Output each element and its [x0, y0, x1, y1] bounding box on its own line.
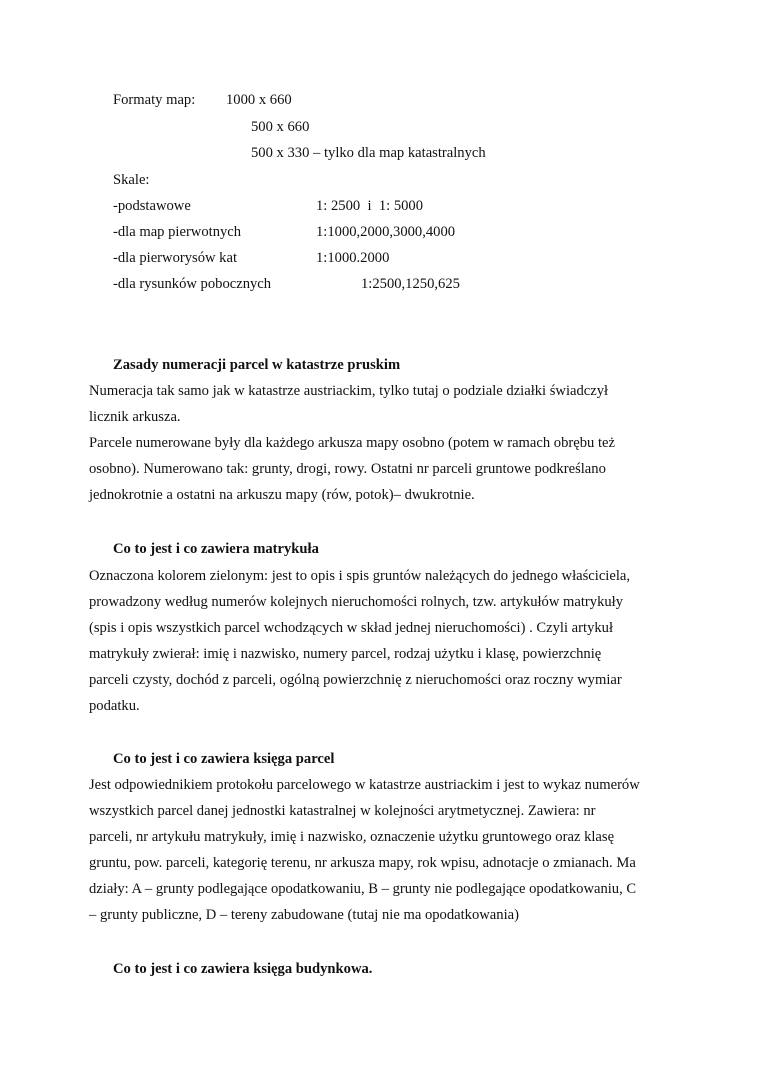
paragraph-line: Numeracja tak samo jak w katastrze austriackim, tylko tutaj o podziale działki świadczył [89, 383, 609, 399]
paragraph-line: licznik arkusza. [89, 409, 181, 425]
paragraph-line: Jest odpowiednikiem protokołu parcelowego w katastrze austriackim i jest to wykaz numerów [89, 777, 640, 793]
paragraph-line: parceli, nr artykułu matrykuły, imię i nazwisko, oznaczenie użytku gruntowego oraz klasę [89, 829, 615, 845]
paragraph-line: wszystkich parcel danej jednostki katastralnej w kolejności arytmetycznej. Zawiera: nr [89, 803, 596, 819]
scale-value: 1:1000.2000 [316, 250, 390, 266]
section-heading: Co to jest i co zawiera księga budynkowa. [113, 961, 373, 977]
paragraph-line: jednokrotnie a ostatni na arkuszu mapy (rów, potok)– dwukrotnie. [89, 487, 475, 503]
format-value: 500 x 660 [251, 119, 310, 135]
paragraph-line: – grunty publiczne, D – tereny zabudowane (tutaj nie ma opodatkowania) [89, 907, 519, 923]
scale-value: 1:2500,1250,625 [361, 276, 460, 292]
paragraph-line: podatku. [89, 698, 140, 714]
paragraph-line: Oznaczona kolorem zielonym: jest to opis i spis gruntów należących do jednego właściciela, [89, 568, 631, 584]
paragraph-line: gruntu, pow. parceli, kategorię terenu, nr arkusza mapy, rok wpisu, adnotacje o zmianach. Ma [89, 855, 636, 871]
section-heading: Co to jest i co zawiera matrykuła [113, 541, 319, 557]
paragraph-line: prowadzony według numerów kolejnych nieruchomości rolnych, tzw. artykułów matrykuły [89, 594, 624, 610]
paragraph-line: osobno). Numerowano tak: grunty, drogi, rowy. Ostatni nr parceli gruntowe podkreślano [89, 461, 606, 477]
paragraph-line: działy: A – grunty podlegające opodatkowaniu, B – grunty nie podlegające opodatkowaniu, C [89, 881, 637, 897]
scale-name: -dla pierworysów kat [113, 250, 238, 266]
section-heading: Co to jest i co zawiera księga parcel [113, 751, 335, 767]
scale-name: -dla rysunków pobocznych [113, 276, 272, 292]
paragraph-line: matrykuły zwierał: imię i nazwisko, numery parcel, rodzaj użytku i klasę, powierzchnię [89, 646, 602, 662]
section-heading: Zasady numeracji parcel w katastrze pruskim [113, 357, 401, 373]
scales-label: Skale: [113, 172, 150, 188]
paragraph-line: (spis i opis wszystkich parcel wchodzących w skład jednej nieruchomości) . Czyli artykuł [89, 620, 614, 636]
format-value: 1000 x 660 [226, 92, 292, 108]
formats-label: Formaty map: [113, 92, 196, 108]
scale-name: -dla map pierwotnych [113, 224, 242, 240]
scale-name: -podstawowe [113, 198, 191, 214]
paragraph-line: Parcele numerowane były dla każdego arkusza mapy osobno (potem w ramach obrębu też [89, 435, 615, 451]
paragraph-line: parceli czysty, dochód z parceli, ogólną powierzchnię z nieruchomości oraz roczny wymiar [89, 672, 622, 688]
scale-value: 1: 2500 i 1: 5000 [316, 198, 424, 214]
scale-value: 1:1000,2000,3000,4000 [316, 224, 456, 240]
format-value: 500 x 330 – tylko dla map katastralnych [251, 145, 486, 161]
